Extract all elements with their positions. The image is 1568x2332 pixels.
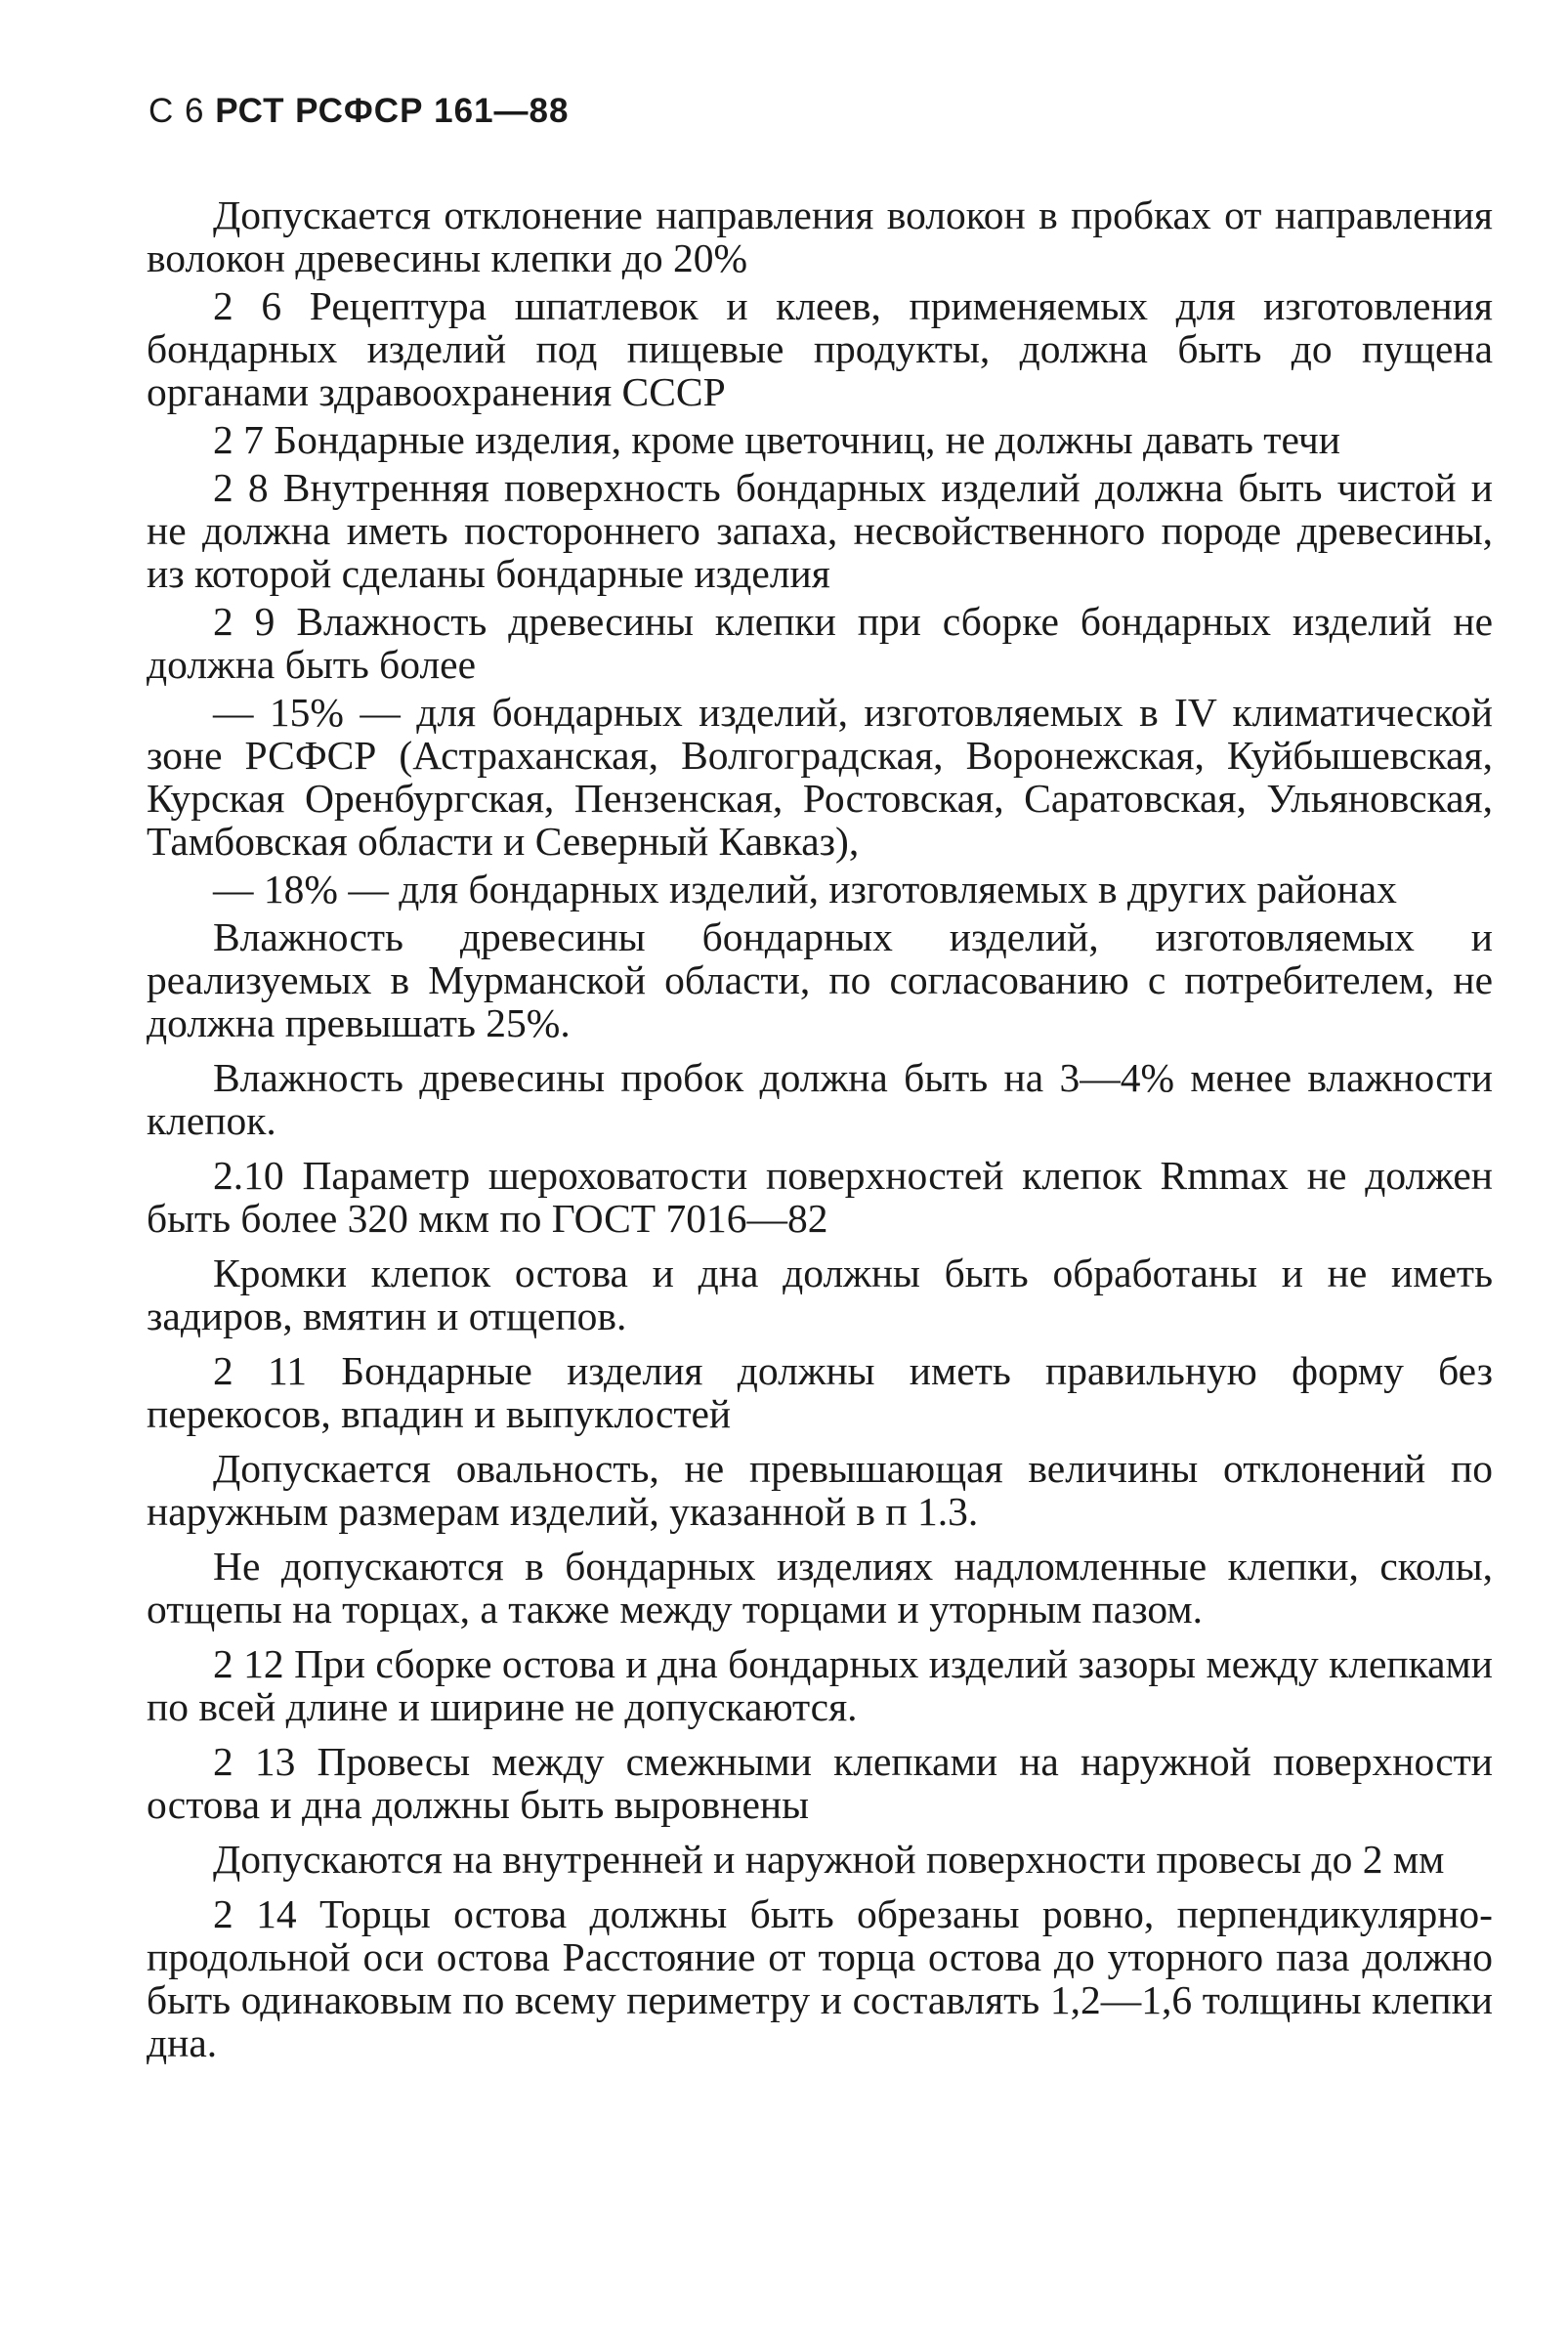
paragraph: — 18% — для бондарных изделий, изготовляемых в других районах [213,867,1397,912]
paragraph: 2 12 При сборке остова и дна бондарных изделий зазоры между клепками по всей длине и ширине не допускаются. [147,1641,1493,1729]
paragraph: 2 11 Бондарные изделия должны иметь правильную форму без перекосов, впадин и выпуклостей [147,1348,1493,1436]
paragraph: Допускаются на внутренней и наружной поверхности провесы до 2 мм [213,1837,1445,1882]
paragraph: Кромки клепок остова и дна должны быть обработаны и не иметь задиров, вмятин и отщепов. [147,1251,1493,1338]
paragraph: Допускается овальность, не превышающая величины отклонений по наружным размерам изделий, указанной в п 1.3. [147,1446,1493,1534]
paragraph: Не допускаются в бондарных изделиях надломленные клепки, сколы, отщепы на торцах, а также между торцами и уторным пазом. [147,1544,1493,1632]
paragraph: Влажность древесины бондарных изделий, изготовляемых и реализуемых в Мурманской области, по согласованию с потребителем, не должна превышать 25%. [147,914,1493,1045]
paragraph: 2 13 Провесы между смежными клепками на наружной поверхности остова и дна должны быть выровнены [147,1739,1493,1827]
paragraph: 2.10 Параметр шероховатости поверхностей клепок Rmmax не должен быть более 320 мкм по ГОСТ 7016—82 [147,1153,1493,1241]
paragraph: 2 8 Внутренняя поверхность бондарных изделий должна быть чистой и не должна иметь постороннего запаха, несвойственного породе древесины, из которой сделаны бондарные изделия [147,465,1493,596]
page-label: С 6 [148,92,205,130]
paragraph: 2 14 Торцы остова должны быть обрезаны ровно, перпендикулярно-продольной оси остова Расстояние от торца остова до уторного паза должно быть одинаковым по всему периметру и составлять 1,2—1,6 толщины клепки дна. [147,1891,1493,2065]
paragraph: 2 7 Бондарные изделия, кроме цветочниц, не должны давать течи [213,417,1340,462]
paragraph: 2 6 Рецептура шпатлевок и клеев, применяемых для изготовления бондарных изделий под пищевые продукты, должна быть до пущена органами здравоохранения СССР [147,283,1493,414]
paragraph: Влажность древесины пробок должна быть на 3—4% менее влажности клепок. [147,1055,1493,1143]
paragraph: — 15% — для бондарных изделий, изготовляемых в IV климатической зоне РСФСР (Астраханская, Волгоградская, Воронежская, Куйбышевская, Курская Оренбургская, Пензенская, Ростовская, Саратовская, Ульяновская, Тамбовская области и Северный Кавказ), [147,690,1493,864]
standard-designation: РСТ РСФСР 161—88 [215,92,570,130]
page-header [148,92,569,131]
paragraph: 2 9 Влажность древесины клепки при сборке бондарных изделий не должна быть более [147,599,1493,687]
paragraph: Допускается отклонение направления волокон в пробках от направления волокон древесины клепки до 20% [147,192,1493,280]
document-body [147,193,1493,2076]
